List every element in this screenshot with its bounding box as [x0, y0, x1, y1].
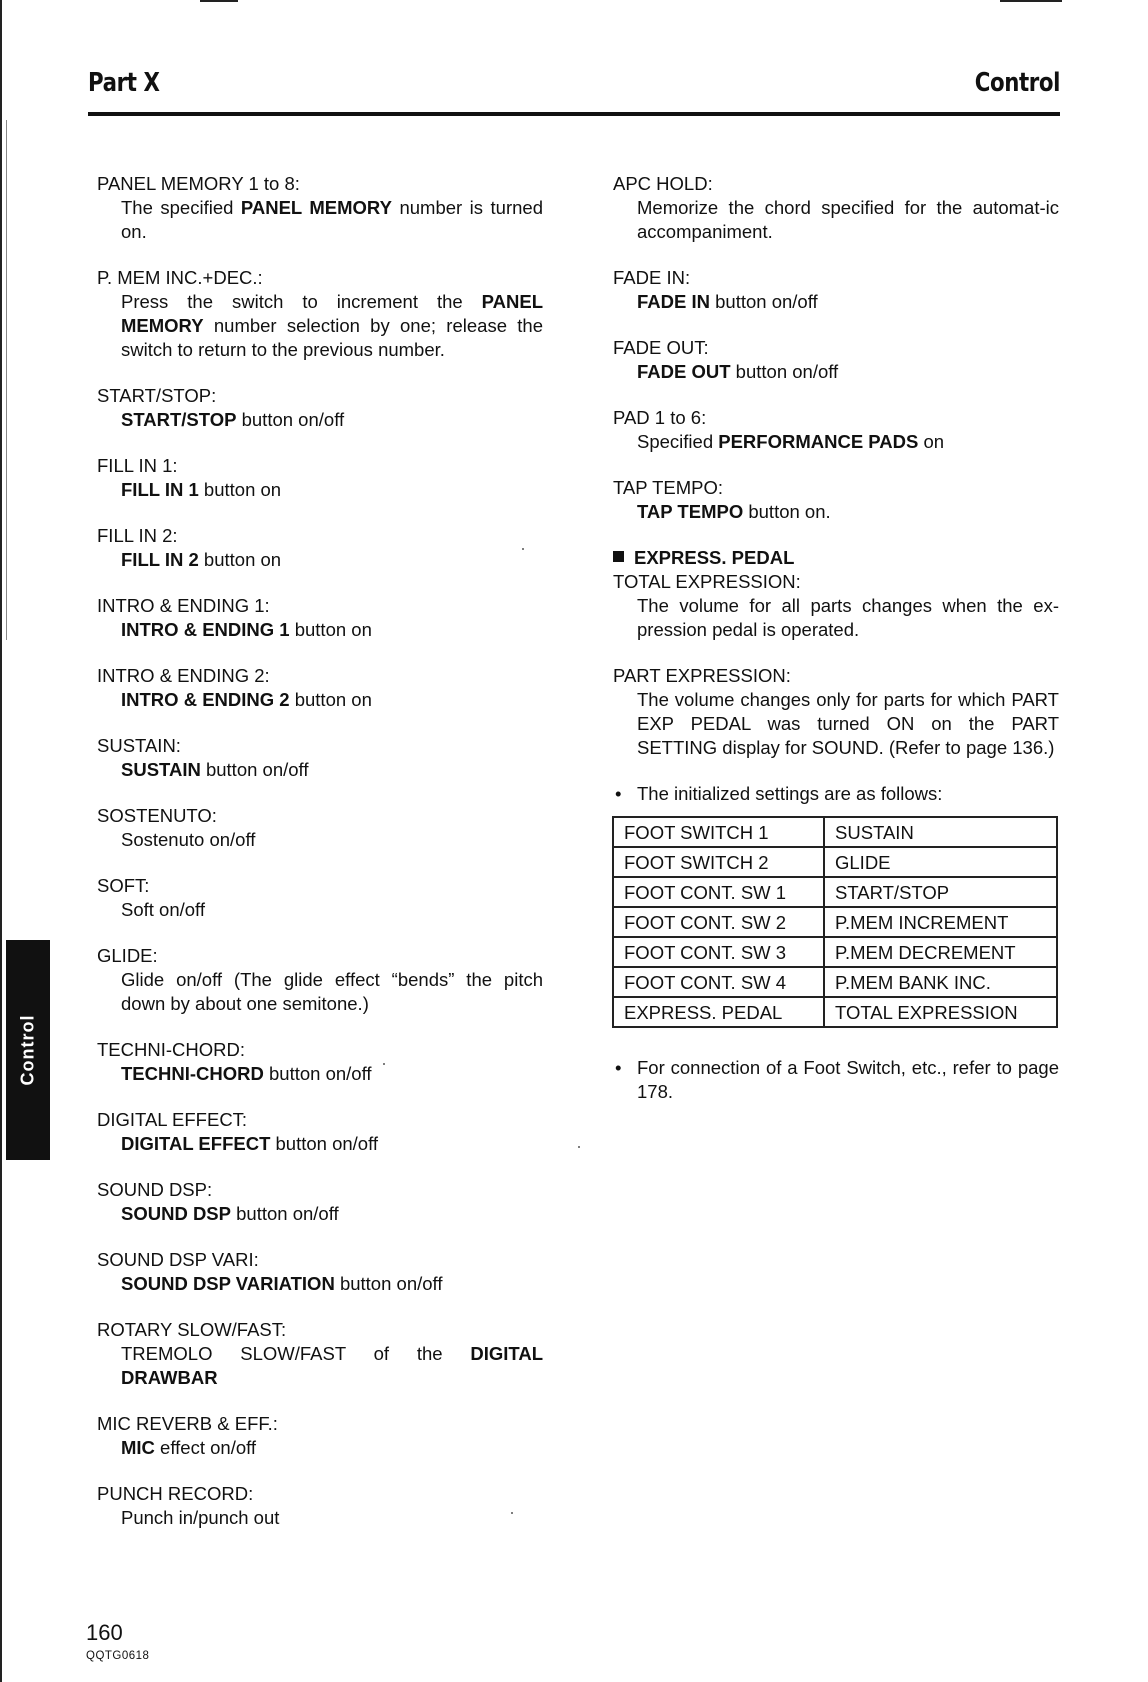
table-row [613, 877, 1057, 907]
definition-entry [97, 172, 543, 244]
bold-label: SUSTAIN [121, 759, 201, 780]
function-cell: P.MEM BANK INC. [824, 967, 1057, 997]
scan-speck [578, 1146, 580, 1148]
entry-description [121, 1342, 543, 1390]
entry-description [121, 688, 543, 712]
entry-term: SUSTAIN: [97, 735, 181, 756]
entry-term: PAD 1 to 6: [613, 407, 707, 428]
control-cell: FOOT CONT. SW 4 [613, 967, 824, 997]
page-number: 160 [86, 1620, 123, 1645]
entry-description [121, 828, 543, 852]
definition-entry [613, 664, 1059, 760]
page-header [88, 68, 1060, 116]
definition-entry [97, 384, 543, 432]
definition-entry [97, 1482, 543, 1530]
bullet-dot-icon: • [615, 1057, 622, 1078]
function-cell: START/STOP [824, 877, 1057, 907]
entry-term: PUNCH RECORD: [97, 1483, 254, 1504]
entry-description [637, 290, 1059, 314]
entry-term: P. MEM INC.+DEC.: [97, 267, 263, 288]
definition-entry [97, 804, 543, 852]
desc-text: button on [198, 549, 282, 570]
desc-text: button on/off [200, 759, 309, 780]
bold-label: SOUND DSP VARIATION [121, 1273, 335, 1294]
definition-entry [97, 594, 543, 642]
table-row [613, 907, 1057, 937]
desc-text: TREMOLO SLOW/FAST of the [121, 1343, 471, 1364]
desc-text: Press the switch to increment the [121, 291, 482, 312]
entry-description [121, 1062, 543, 1086]
side-tab-label: Control [17, 1014, 38, 1086]
definition-entry [613, 406, 1059, 454]
desc-text: The specified [121, 197, 241, 218]
left-column [97, 172, 543, 1552]
bold-label: DIGITAL DRAWBAR [121, 1343, 543, 1388]
entry-term: MIC REVERB & EFF.: [97, 1413, 278, 1434]
entry-term: SOUND DSP: [97, 1179, 213, 1200]
table-row [613, 847, 1057, 877]
desc-text: button on/off [263, 1063, 372, 1084]
control-cell: FOOT CONT. SW 1 [613, 877, 824, 907]
entry-description [121, 1506, 543, 1530]
desc-text: effect on/off [154, 1437, 257, 1458]
desc-text: button on [289, 689, 372, 710]
entry-term: GLIDE: [97, 945, 158, 966]
control-cell: FOOT SWITCH 1 [613, 817, 824, 847]
function-cell: P.MEM INCREMENT [824, 907, 1057, 937]
bold-label: FILL IN 1 [121, 479, 199, 500]
entry-term: SOSTENUTO: [97, 805, 217, 826]
entry-term: ROTARY SLOW/FAST: [97, 1319, 287, 1340]
entry-description [121, 898, 543, 922]
right-column [613, 172, 1059, 1114]
definition-entry [97, 944, 543, 1016]
desc-text: button on. [743, 501, 831, 522]
bold-label: PANEL MEMORY [240, 197, 392, 218]
entry-term: TECHNI-CHORD: [97, 1039, 245, 1060]
definition-entry [97, 1248, 543, 1296]
entry-term: SOUND DSP VARI: [97, 1249, 259, 1270]
function-cell: SUSTAIN [824, 817, 1057, 847]
entry-description [121, 478, 543, 502]
crop-mark-right [1000, 0, 1062, 2]
desc-text: button on/off [709, 291, 818, 312]
definition-entry [97, 1318, 543, 1390]
entry-description [121, 618, 543, 642]
function-cell: TOTAL EXPRESSION [824, 997, 1057, 1027]
entry-description [637, 196, 1059, 244]
desc-text: on [918, 431, 945, 452]
entry-description [121, 408, 543, 432]
bold-label: MIC [121, 1437, 155, 1458]
entry-term: TAP TEMPO: [613, 477, 723, 498]
part-title: Part X [88, 68, 160, 98]
definition-entry [97, 1412, 543, 1460]
entry-description [121, 968, 543, 1016]
function-cell: GLIDE [824, 847, 1057, 877]
entry-description [637, 594, 1059, 642]
definition-entry [97, 1038, 543, 1086]
definition-entry [613, 476, 1059, 524]
entry-term: START/STOP: [97, 385, 217, 406]
scan-speck [511, 1512, 513, 1514]
desc-text: button on/off [231, 1203, 339, 1224]
bullet-initialized-settings [613, 782, 1059, 806]
definition-entry [613, 570, 1059, 642]
bold-label: FADE OUT [637, 361, 731, 382]
entry-term: FADE IN: [613, 267, 691, 288]
bold-label: PERFORMANCE PADS [718, 431, 919, 452]
definition-entry [97, 1108, 543, 1156]
desc-text: Glide on/off (The glide effect “bends” the pitch down by about one semitone.) [121, 969, 543, 1014]
entry-description [121, 548, 543, 572]
desc-text: Punch in/punch out [121, 1507, 280, 1528]
crop-mark-left [200, 0, 238, 2]
entry-description [121, 758, 543, 782]
side-tab-control [6, 940, 50, 1160]
entry-term: INTRO & ENDING 1: [97, 595, 270, 616]
entry-description [637, 360, 1059, 384]
definition-entry [613, 172, 1059, 244]
bold-label: DIGITAL EFFECT [121, 1133, 271, 1154]
definition-entry [97, 1178, 543, 1226]
section-title: Control [974, 68, 1060, 98]
initial-settings-table [612, 816, 1058, 1028]
entry-description [121, 290, 543, 362]
desc-text: button on [198, 479, 282, 500]
entry-term: APC HOLD: [613, 173, 713, 194]
express-pedal-heading-text: EXPRESS. PEDAL [634, 547, 795, 568]
bold-label: START/STOP [121, 409, 237, 430]
entry-term: PART EXPRESSION: [613, 665, 791, 686]
function-cell: P.MEM DECREMENT [824, 937, 1057, 967]
table-row [613, 817, 1057, 847]
definition-entry [97, 524, 543, 572]
bullet-connection-note [613, 1056, 1059, 1104]
bold-label: INTRO & ENDING 1 [121, 619, 290, 640]
document-code: QQTG0618 [86, 1650, 150, 1662]
bold-label: SOUND DSP [121, 1203, 231, 1224]
definition-entry [97, 454, 543, 502]
entry-term: FILL IN 1: [97, 455, 178, 476]
entry-description [121, 1272, 543, 1296]
entry-description [121, 1202, 543, 1226]
table-row [613, 937, 1057, 967]
definition-entry [97, 664, 543, 712]
entry-description [121, 1132, 543, 1156]
desc-text: button on/off [236, 409, 345, 430]
desc-text: button on [289, 619, 372, 640]
desc-text: Sostenuto on/off [121, 829, 256, 850]
square-bullet-icon [613, 551, 624, 562]
bullet-text: The initialized settings are as follows: [637, 783, 943, 804]
page-edge-line [0, 0, 2, 1682]
control-cell: EXPRESS. PEDAL [613, 997, 824, 1027]
scan-speck [522, 548, 524, 550]
bold-label: INTRO & ENDING 2 [121, 689, 290, 710]
definition-entry [97, 734, 543, 782]
desc-text: The volume for all parts changes when the ex-pression pedal is operated. [637, 595, 1059, 640]
desc-text: number is turned on. [121, 197, 543, 242]
definition-entry [613, 336, 1059, 384]
bold-label: FADE IN [637, 291, 710, 312]
table-row [613, 997, 1057, 1027]
definition-entry [97, 266, 543, 362]
entry-term: DIGITAL EFFECT: [97, 1109, 248, 1130]
page-edge-line-inner [6, 120, 7, 640]
entry-term: INTRO & ENDING 2: [97, 665, 270, 686]
desc-text: button on/off [270, 1133, 379, 1154]
desc-text: number selection by one; release the switch to return to the previous number. [121, 315, 543, 360]
table-row [613, 967, 1057, 997]
entry-description [637, 500, 1059, 524]
express-pedal-heading [613, 546, 1059, 570]
bold-label: FILL IN 2 [121, 549, 199, 570]
desc-text: Memorize the chord specified for the automat-ic accompaniment. [637, 197, 1059, 242]
control-cell: FOOT CONT. SW 2 [613, 907, 824, 937]
control-cell: FOOT SWITCH 2 [613, 847, 824, 877]
desc-text: Specified [637, 431, 719, 452]
entry-description [121, 196, 543, 244]
definition-entry [97, 874, 543, 922]
entry-term: FADE OUT: [613, 337, 709, 358]
bold-label: TECHNI-CHORD [121, 1063, 264, 1084]
entry-term: PANEL MEMORY 1 to 8: [97, 173, 300, 194]
bold-label: PANEL MEMORY [121, 291, 543, 336]
entry-description [637, 688, 1059, 760]
bullet-dot-icon: • [615, 783, 622, 804]
desc-text: The volume changes only for parts for which PART EXP PEDAL was turned ON on the PART SETTING display for SOUND. (Refer to page 136.) [637, 689, 1059, 758]
desc-text: button on/off [334, 1273, 443, 1294]
desc-text: button on/off [730, 361, 839, 382]
entry-term: SOFT: [97, 875, 150, 896]
bullet-text: For connection of a Foot Switch, etc., refer to page 178. [637, 1057, 1059, 1102]
right-entries [613, 172, 1059, 524]
scan-speck [383, 1063, 385, 1065]
entry-description [637, 430, 1059, 454]
bold-label: TAP TEMPO [637, 501, 744, 522]
control-cell: FOOT CONT. SW 3 [613, 937, 824, 967]
entry-term: TOTAL EXPRESSION: [613, 571, 801, 592]
express-entries [613, 570, 1059, 760]
entry-term: FILL IN 2: [97, 525, 178, 546]
definition-entry [613, 266, 1059, 314]
desc-text: Soft on/off [121, 899, 205, 920]
entry-description [121, 1436, 543, 1460]
